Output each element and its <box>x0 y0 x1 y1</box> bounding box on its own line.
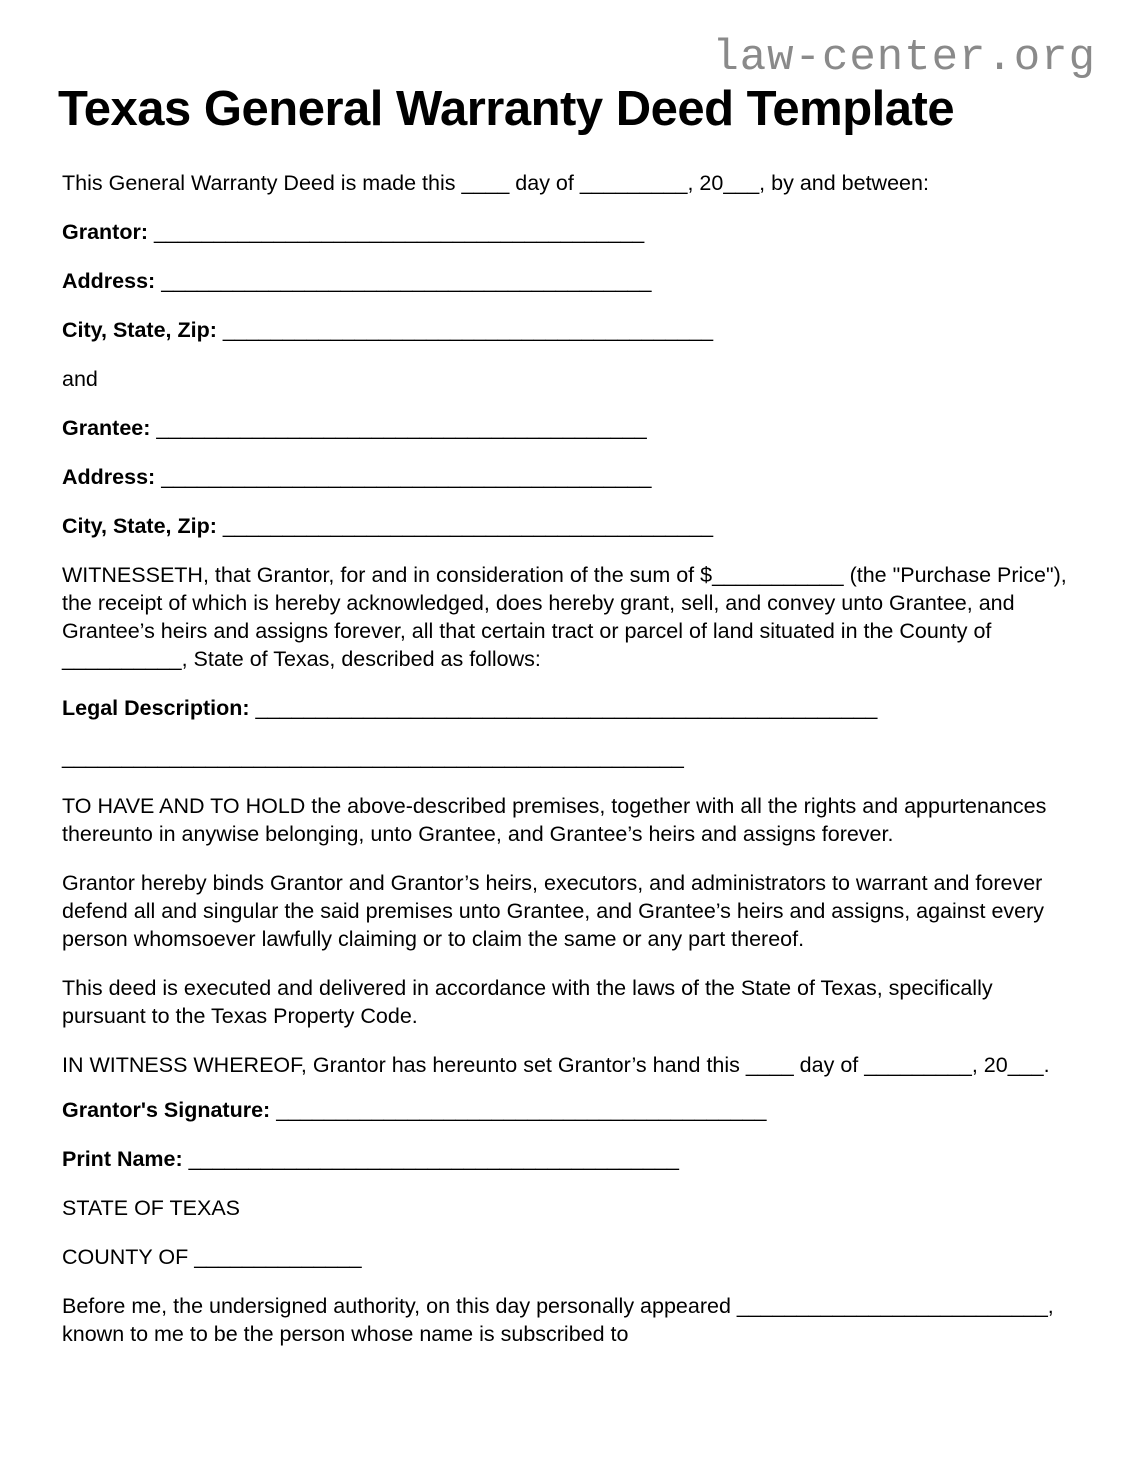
grantor-address-line: _________________________________________ <box>161 268 652 293</box>
grantor-address-label: Address: <box>62 268 156 293</box>
grantor-address-field <box>62 267 1070 295</box>
intro-paragraph: This General Warranty Deed is made this ____ day of _________, 20___, by and between: <box>62 170 929 195</box>
grantee-name-label: Grantee: <box>62 415 151 440</box>
county-of-field <box>62 1243 1070 1271</box>
grantor-signature-line: _________________________________________ <box>276 1097 767 1122</box>
county-of-line: ______________ <box>194 1244 362 1269</box>
legal-description-line-1: ____________________________________________________ <box>255 695 878 720</box>
print-name-line: _________________________________________ <box>188 1146 679 1171</box>
print-name-label: Print Name: <box>62 1146 183 1171</box>
notary-acknowledgment-paragraph: Before me, the undersigned authority, on this day personally appeared __________________________, known to me to be the person whose name is subscribed to <box>62 1293 1054 1346</box>
grantor-name-line: _________________________________________ <box>153 219 645 244</box>
grantor-signature-label: Grantor's Signature: <box>62 1097 271 1122</box>
state-of-texas-line: STATE OF TEXAS <box>62 1195 241 1220</box>
grantor-city-state-zip-line: _________________________________________ <box>222 317 714 342</box>
grantor-binds-paragraph: Grantor hereby binds Grantor and Grantor’s heirs, executors, and administrators to warrant and forever defend all and singular the said premises unto Grantee, and Grantee’s heirs and assigns, against every person whomsoever lawfully claiming or to claim the same or any part thereof. <box>62 870 1045 951</box>
grantee-name-line: _________________________________________ <box>156 415 647 440</box>
connector-text: and <box>62 366 98 391</box>
to-have-and-to-hold-paragraph: TO HAVE AND TO HOLD the above-described premises, together with all the rights and appurtenances thereunto in anywise belonging, unto Grantee, and Grantee’s heirs and assigns forever. <box>62 793 1047 846</box>
document-title: Texas General Warranty Deed Template <box>58 82 955 136</box>
grantor-name-label: Grantor: <box>62 219 148 244</box>
witnesseth-paragraph: WITNESSETH, that Grantor, for and in consideration of the sum of $___________ (the "Purchase Price"), the receipt of which is hereby acknowledged, does hereby grant, sell, and convey unto Grantee, and Grantee’s heirs and assigns forever, all that certain tract or parcel of land situated in the County of __________, State of Texas, described as follows: <box>62 562 1067 671</box>
grantee-address-field <box>62 463 1070 491</box>
grantor-city-state-zip-label: City, State, Zip: <box>62 317 217 342</box>
legal-description-label: Legal Description: <box>62 695 250 720</box>
legal-description-field <box>62 694 1070 722</box>
site-watermark: law-center.org <box>712 33 1096 83</box>
grantor-city-state-zip-field <box>62 316 1070 344</box>
governing-law-paragraph: This deed is executed and delivered in accordance with the laws of the State of Texas, specifically pursuant to the Texas Property Code. <box>62 975 993 1028</box>
county-of-label: COUNTY OF <box>62 1244 189 1269</box>
grantee-city-state-zip-field <box>62 512 1070 540</box>
legal-description-line-2: ____________________________________________________ <box>62 744 684 769</box>
legal-description-continuation <box>62 743 1070 771</box>
grantee-city-state-zip-label: City, State, Zip: <box>62 513 217 538</box>
in-witness-whereof-paragraph: IN WITNESS WHEREOF, Grantor has hereunto set Grantor’s hand this ____ day of _________, 20___. <box>62 1052 1050 1077</box>
grantor-signature-field <box>62 1096 1070 1124</box>
grantee-name-field <box>62 414 1070 442</box>
print-name-field <box>62 1145 1070 1173</box>
grantee-address-label: Address: <box>62 464 156 489</box>
grantee-address-line: _________________________________________ <box>161 464 652 489</box>
grantor-name-field <box>62 218 1070 246</box>
grantee-city-state-zip-line: _________________________________________ <box>222 513 714 538</box>
